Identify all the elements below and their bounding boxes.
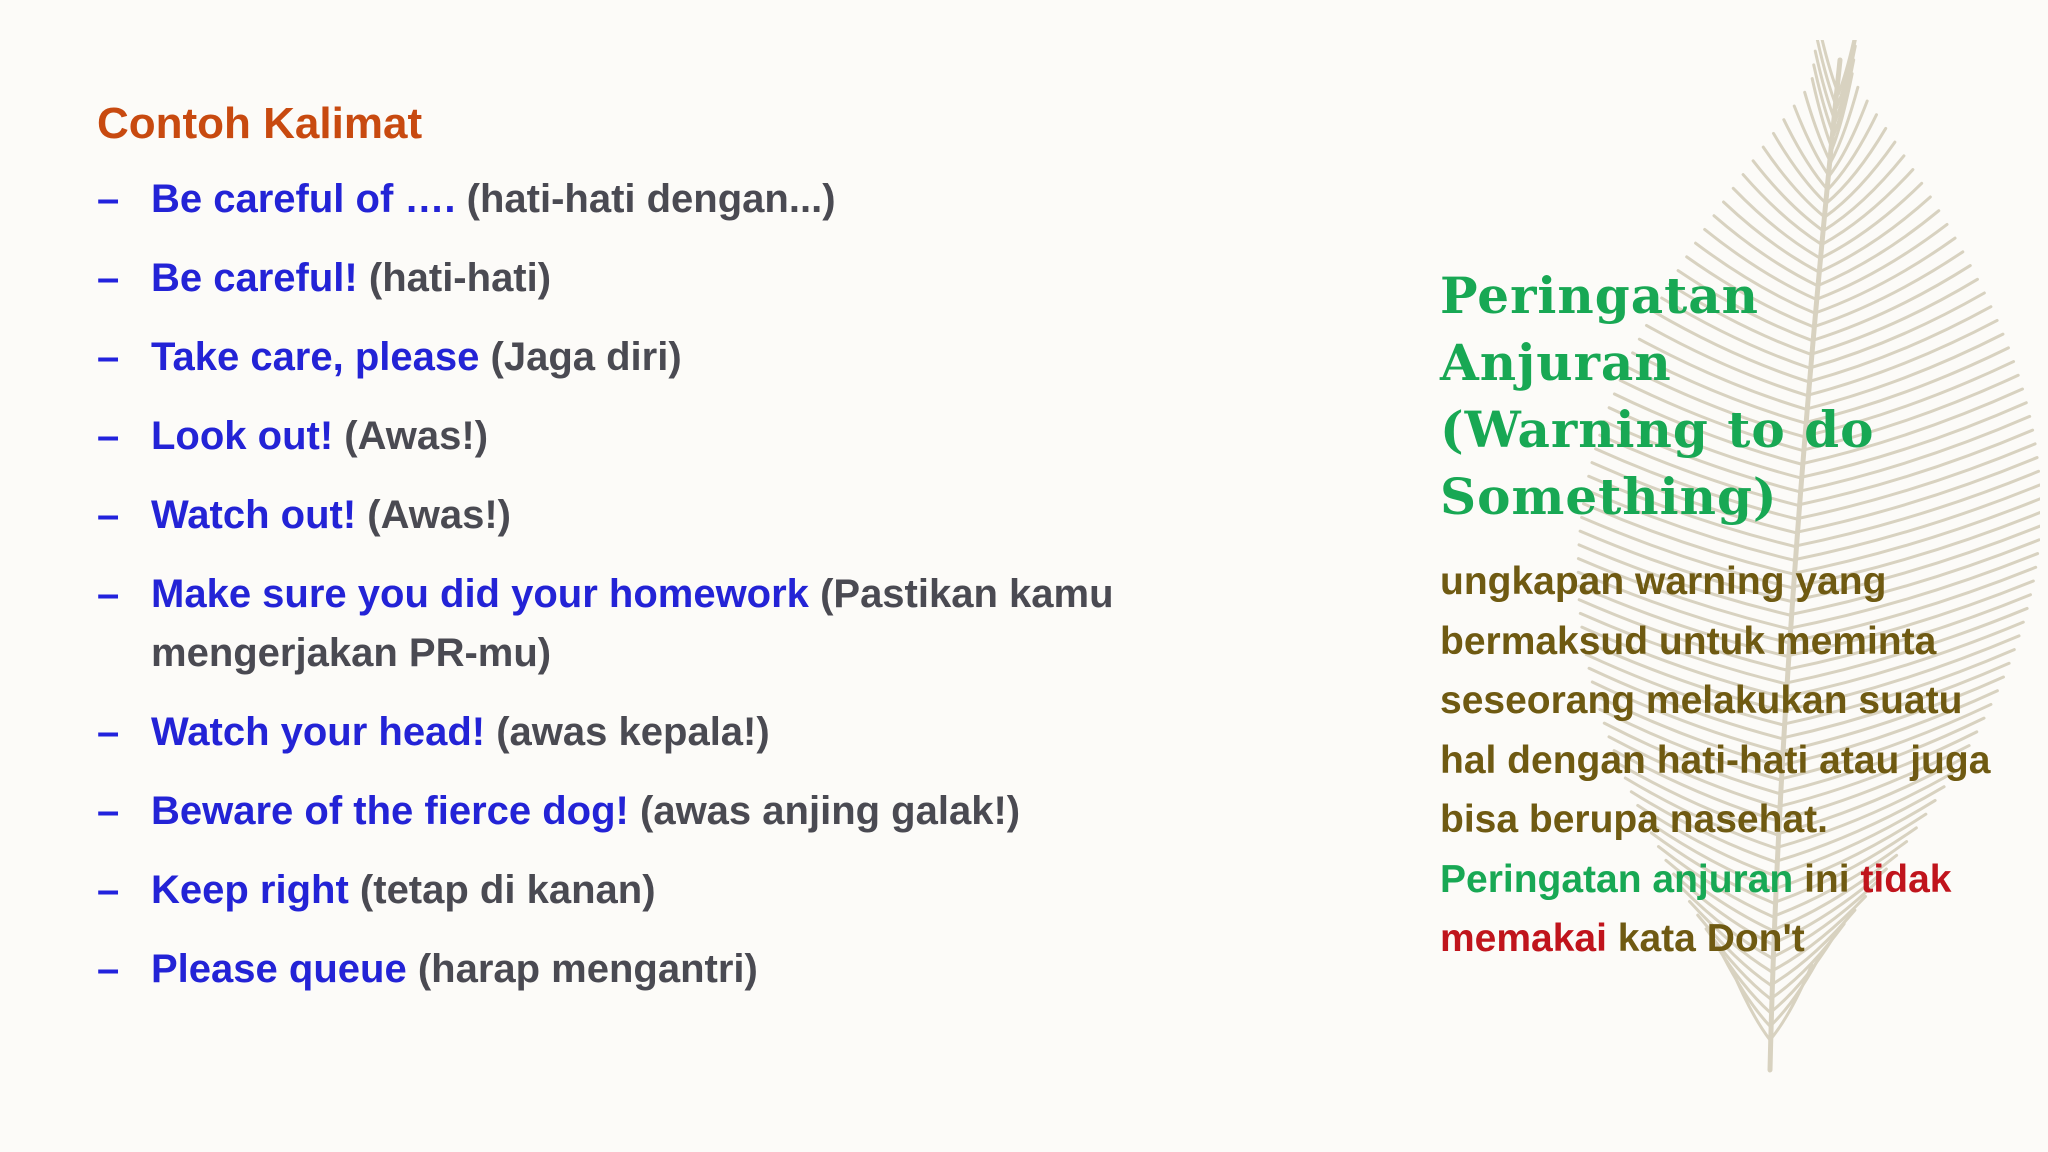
heading-line: Something) — [1440, 467, 1778, 526]
bullet-dash: – — [97, 335, 120, 379]
warning-description — [1440, 552, 2000, 969]
bullet-dash: – — [97, 710, 120, 754]
warning-heading — [1440, 262, 2000, 530]
list-item — [97, 486, 1397, 545]
description-text: kata Don't — [1617, 917, 1805, 960]
list-item — [97, 328, 1397, 387]
english-phrase: Be careful! — [151, 256, 358, 300]
indonesian-translation: (hati-hati) — [368, 256, 552, 300]
examples-list — [97, 170, 1397, 999]
description-text: ini — [1804, 857, 1850, 901]
list-item — [97, 861, 1397, 920]
indonesian-translation: (harap mengantri) — [417, 947, 758, 991]
bullet-dash: – — [97, 414, 120, 458]
bullet-dash: – — [97, 177, 120, 221]
indonesian-translation: (Jaga diri) — [490, 335, 682, 379]
list-item — [97, 565, 1201, 683]
list-item — [97, 170, 1397, 229]
heading-line: (Warning to do — [1440, 400, 1875, 459]
indonesian-translation: (hati-hati dengan...) — [466, 177, 836, 221]
highlight-red: tidak memakai — [1440, 857, 1952, 960]
indonesian-translation: (awas kepala!) — [496, 710, 770, 754]
heading-line: Peringatan — [1440, 266, 1759, 325]
definition-section — [1440, 262, 2000, 969]
bullet-dash: – — [97, 947, 120, 991]
english-phrase: Take care, please — [151, 335, 480, 379]
list-item — [97, 782, 1397, 841]
bullet-dash: – — [97, 572, 120, 616]
english-phrase: Beware of the fierce dog! — [151, 789, 629, 833]
english-phrase: Look out! — [151, 414, 334, 458]
english-phrase: Watch out! — [151, 493, 357, 537]
list-item — [97, 940, 1397, 999]
description-text: ungkapan warning yang bermaksud untuk meminta seseorang melakukan suatu hal dengan hati-hati atau juga bisa berupa nasehat. — [1440, 560, 1991, 841]
list-item — [97, 249, 1397, 308]
english-phrase: Please queue — [151, 947, 407, 991]
bullet-dash: – — [97, 256, 120, 300]
indonesian-translation: (Awas!) — [367, 493, 511, 537]
indonesian-translation: (Pastikan kamu mengerjakan PR-mu) — [151, 572, 1114, 675]
list-item — [97, 407, 1397, 466]
examples-section — [97, 96, 1397, 1019]
indonesian-translation: (Awas!) — [344, 414, 489, 458]
english-phrase: Make sure you did your homework — [151, 572, 809, 616]
english-phrase: Keep right — [151, 868, 349, 912]
list-item — [97, 703, 1397, 762]
heading-line: Anjuran — [1440, 333, 1672, 392]
bullet-dash: – — [97, 868, 120, 912]
bullet-dash: – — [97, 789, 120, 833]
english-phrase: Watch your head! — [151, 710, 486, 754]
indonesian-translation: (tetap di kanan) — [359, 868, 656, 912]
english-phrase: Be careful of …. — [151, 177, 456, 221]
bullet-dash: – — [97, 493, 120, 537]
highlight-green: Peringatan anjuran — [1440, 857, 1794, 901]
section-title: Contoh Kalimat — [97, 99, 423, 148]
indonesian-translation: (awas anjing galak!) — [640, 789, 1021, 833]
